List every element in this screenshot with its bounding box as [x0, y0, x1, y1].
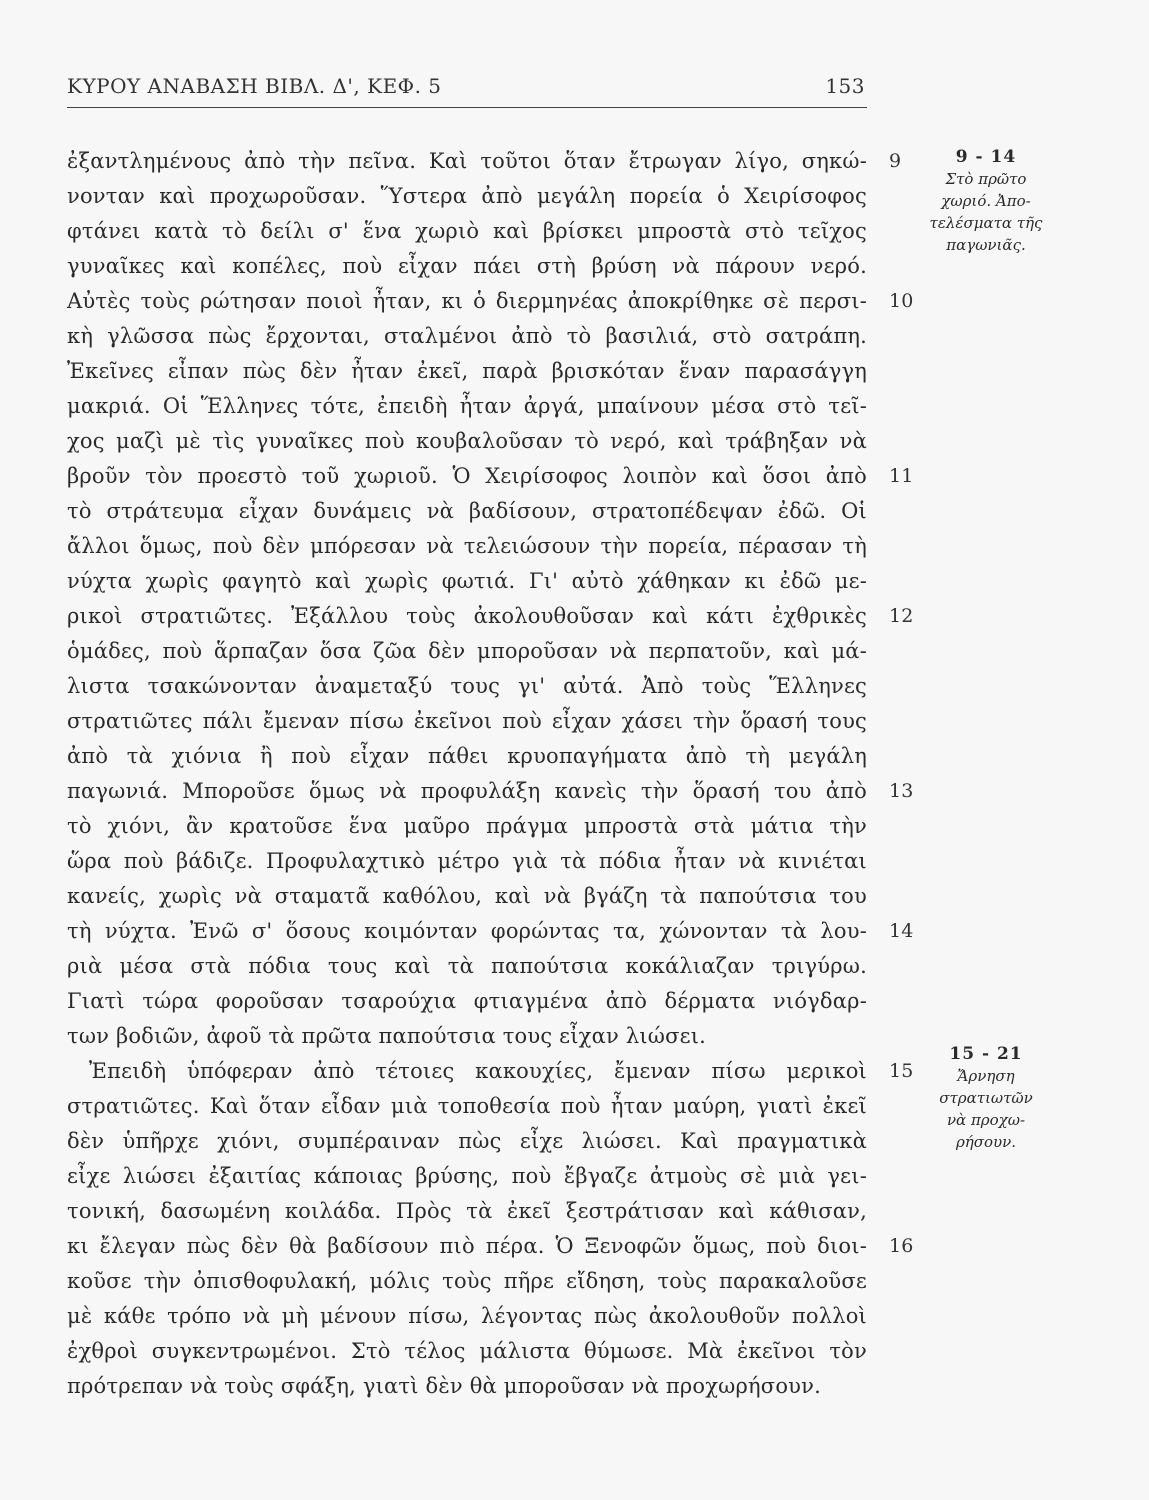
text-line	[67, 669, 867, 704]
text-line-content: μακριά. Οἱ Ἕλληνες τότε, ἐπειδὴ ἦταν ἀργά, μπαίνουν μέσα στὸ τεῖ-	[67, 394, 867, 418]
text-line-content: στρατιῶτες πάλι ἔμεναν πίσω ἐκεῖνοι ποὺ εἶχαν χάσει τὴν ὅρασή τους	[67, 709, 867, 733]
text-line-content: δὲν ὑπῆρχε χιόνι, συμπέραιναν πὼς εἶχε λιώσει. Καὶ πραγματικὰ	[67, 1129, 867, 1153]
margin-note-line: χωριό. Ἀπο-	[941, 192, 1031, 210]
text-line	[67, 844, 867, 879]
section-number: 11	[889, 465, 914, 487]
text-line-content: εἶχε λιώσει ἐξαιτίας κάποιας βρύσης, ποὺ ἔβγαζε ἀτμοὺς σὲ μιὰ γει-	[67, 1164, 867, 1188]
text-line-content: μὲ κάθε τρόπο νὰ μὴ μένουν πίσω, λέγοντας πὼς ἀκολουθοῦν πολλοὶ	[67, 1304, 867, 1328]
text-line	[67, 809, 867, 844]
text-line	[67, 179, 867, 214]
text-line-content: κοῦσε τὴν ὀπισθοφυλακή, μόλις τοὺς πῆρε εἴδηση, τοὺς παρακαλοῦσε	[67, 1269, 867, 1293]
margin-note-text	[920, 168, 1052, 256]
margin-note-line: νὰ προχω-	[946, 1111, 1026, 1129]
text-line-content: φτάνει κατὰ τὸ δείλι σ' ἕνα χωριὸ καὶ βρίσκει μπροστὰ στὸ τεῖχος	[67, 219, 867, 243]
text-line	[67, 249, 867, 284]
text-line	[67, 354, 867, 389]
text-line-content: τονική, δασωμένη κοιλάδα. Πρὸς τὰ ἐκεῖ ξεστράτισαν καὶ κάθισαν,	[67, 1199, 867, 1223]
margin-note-line: Ἄρνηση	[957, 1067, 1015, 1085]
text-line	[67, 1159, 867, 1194]
text-line	[67, 949, 867, 984]
text-line	[67, 914, 914, 949]
margin-note-2	[920, 1043, 1052, 1153]
text-line-content: ἐχθροὶ συγκεντρωμένοι. Στὸ τέλος μάλιστα θύμωσε. Μὰ ἐκεῖνοι τὸν	[67, 1339, 867, 1363]
text-line	[67, 319, 867, 354]
text-line	[67, 1369, 867, 1404]
section-number: 13	[889, 780, 914, 802]
section-number: 12	[889, 605, 914, 627]
text-line-content: ρικοὶ στρατιῶτες. Ἐξάλλου τοὺς ἀκολουθοῦσαν καὶ κάτι ἐχθρικὲς	[67, 604, 867, 628]
text-line-content: βροῦν τὸν προεστὸ τοῦ χωριοῦ. Ὁ Χειρίσοφος λοιπὸν καὶ ὅσοι ἀπὸ	[67, 464, 867, 488]
text-line-content: Ἐκεῖνες εἶπαν πὼς δὲν ἦταν ἐκεῖ, παρὰ βρισκόταν ἕναν παρασάγγη	[67, 359, 867, 383]
text-line-content: κὴ γλῶσσα πὼς ἔρχονται, σταλμένοι ἀπὸ τὸ βασιλιά, στὸ σατράπη.	[67, 324, 867, 348]
text-line	[67, 144, 902, 179]
text-line	[67, 1054, 914, 1089]
text-line	[67, 704, 867, 739]
header-rule	[67, 107, 867, 108]
text-line	[67, 984, 867, 1019]
margin-note-line: ρήσουν.	[955, 1133, 1017, 1151]
text-line-content: πρότρεπαν νὰ τοὺς σφάξη, γιατὶ δὲν θὰ μποροῦσαν νὰ προχωρήσουν.	[67, 1374, 821, 1398]
page-number: 153	[825, 74, 865, 98]
section-number: 9	[889, 150, 902, 172]
text-line-content: ἐξαντλημένους ἀπὸ τὴν πεῖνα. Καὶ τοῦτοι ὅταν ἔτρωγαν λίγο, σηκώ-	[67, 149, 867, 173]
text-line-content: ριὰ μέσα στὰ πόδια τους καὶ τὰ παπούτσια κοκάλιαζαν τριγύρω.	[67, 954, 867, 978]
text-line	[67, 284, 914, 319]
text-line	[67, 389, 867, 424]
running-title: ΚΥΡΟΥ ΑΝΑΒΑΣΗ ΒΙΒΛ. Δ', ΚΕΦ. 5	[67, 74, 442, 98]
text-line	[67, 1229, 914, 1264]
text-line	[67, 1019, 867, 1054]
margin-note-line: παγωνιᾶς.	[946, 236, 1026, 254]
margin-note-1	[920, 146, 1052, 256]
running-header	[67, 74, 865, 102]
text-line-content: Γιατὶ τώρα φοροῦσαν τσαρούχια φτιαγμένα ἀπὸ δέρματα νιόγδαρ-	[67, 989, 867, 1013]
text-line-content: στρατιῶτες. Καὶ ὅταν εἶδαν μιὰ τοποθεσία ποὺ ἦταν μαύρη, γιατὶ ἐκεῖ	[67, 1094, 867, 1118]
margin-note-range: 15 - 21	[949, 1044, 1023, 1064]
text-line	[67, 529, 867, 564]
text-line	[67, 214, 867, 249]
text-line-content: νύχτα χωρὶς φαγητὸ καὶ χωρὶς φωτιά. Γι' αὐτὸ χάθηκαν κι ἐδῶ με-	[67, 569, 867, 593]
text-line-content: των βοδιῶν, ἀφοῦ τὰ πρῶτα παπούτσια τους εἶχαν λιώσει.	[67, 1024, 707, 1048]
text-line	[67, 564, 867, 599]
text-line-content: Αὐτὲς τοὺς ρώτησαν ποιοὶ ἦταν, κι ὁ διερμηνέας ἀποκρίθηκε σὲ περσι-	[67, 289, 867, 313]
text-line	[67, 634, 867, 669]
margin-note-text	[920, 1065, 1052, 1153]
text-line-content: λιστα τσακώνονταν ἀναμεταξύ τους γι' αὐτά. Ἀπὸ τοὺς Ἕλληνες	[67, 674, 867, 698]
text-line-content: ἄλλοι ὅμως, ποὺ δὲν μπόρεσαν νὰ τελειώσουν τὴν πορεία, πέρασαν τὴ	[67, 534, 867, 558]
section-number: 10	[889, 290, 914, 312]
text-line-content: Ἐπειδὴ ὑπόφεραν ἀπὸ τέτοιες κακουχίες, ἔμεναν πίσω μερικοὶ	[89, 1059, 867, 1083]
text-line-content: τὴ νύχτα. Ἐνῶ σ' ὅσους κοιμόνταν φορώντας τα, χώνονταν τὰ λου-	[67, 919, 867, 943]
text-line-content: ἀπὸ τὰ χιόνια ἢ ποὺ εἶχαν πάθει κρυοπαγήματα ἀπὸ τὴ μεγάλη	[67, 744, 867, 768]
text-line-content: κι ἔλεγαν πὼς δὲν θὰ βαδίσουν πιὸ πέρα. Ὁ Ξενοφῶν ὅμως, ποὺ διοι-	[67, 1234, 867, 1258]
text-line	[67, 1334, 867, 1369]
text-line-content: τὸ χιόνι, ἂν κρατοῦσε ἕνα μαῦρο πράγμα μπροστὰ στὰ μάτια τὴν	[67, 814, 867, 838]
text-line-content: νονταν καὶ προχωροῦσαν. Ὕστερα ἀπὸ μεγάλη πορεία ὁ Χειρίσοφος	[67, 184, 867, 208]
text-line	[67, 1194, 867, 1229]
text-line-content: ὥρα ποὺ βάδιζε. Προφυλαχτικὸ μέτρο γιὰ τὰ πόδια ἦταν νὰ κινιέται	[67, 849, 867, 873]
text-line	[67, 739, 867, 774]
text-line	[67, 879, 867, 914]
text-line-content: χος μαζὶ μὲ τὶς γυναῖκες ποὺ κουβαλοῦσαν τὸ νερό, καὶ τράβηξαν νὰ	[67, 429, 867, 453]
text-line-content: τὸ στράτευμα εἶχαν δυνάμεις νὰ βαδίσουν, στρατοπέδεψαν ἐδῶ. Οἱ	[67, 499, 867, 523]
section-number: 14	[889, 920, 914, 942]
margin-note-line: τελέσματα τῆς	[929, 214, 1043, 232]
text-line	[67, 424, 867, 459]
text-line	[67, 1089, 867, 1124]
text-line	[67, 599, 914, 634]
text-line	[67, 1264, 867, 1299]
margin-note-line: Στὸ πρῶτο	[945, 170, 1027, 188]
text-line	[67, 1299, 867, 1334]
text-line-content: παγωνιά. Μποροῦσε ὅμως νὰ προφυλάξη κανεὶς τὴν ὅρασή του ἀπὸ	[67, 779, 867, 803]
text-line	[67, 459, 914, 494]
section-number: 16	[889, 1235, 914, 1257]
margin-note-range: 9 - 14	[955, 147, 1017, 167]
text-line-content: γυναῖκες καὶ κοπέλες, ποὺ εἶχαν πάει στὴ βρύση νὰ πάρουν νερό.	[67, 254, 867, 278]
text-line	[67, 1124, 867, 1159]
text-line-content: ὁμάδες, ποὺ ἅρπαζαν ὅσα ζῶα δὲν μποροῦσαν νὰ περπατοῦν, καὶ μά-	[67, 639, 867, 663]
text-line-content: κανείς, χωρὶς νὰ σταματᾶ καθόλου, καὶ νὰ βγάζη τὰ παπούτσια του	[67, 884, 867, 908]
main-text-block	[67, 144, 914, 1404]
margin-note-line: στρατιωτῶν	[939, 1089, 1033, 1107]
section-number: 15	[889, 1060, 914, 1082]
text-line	[67, 494, 867, 529]
text-line	[67, 774, 914, 809]
